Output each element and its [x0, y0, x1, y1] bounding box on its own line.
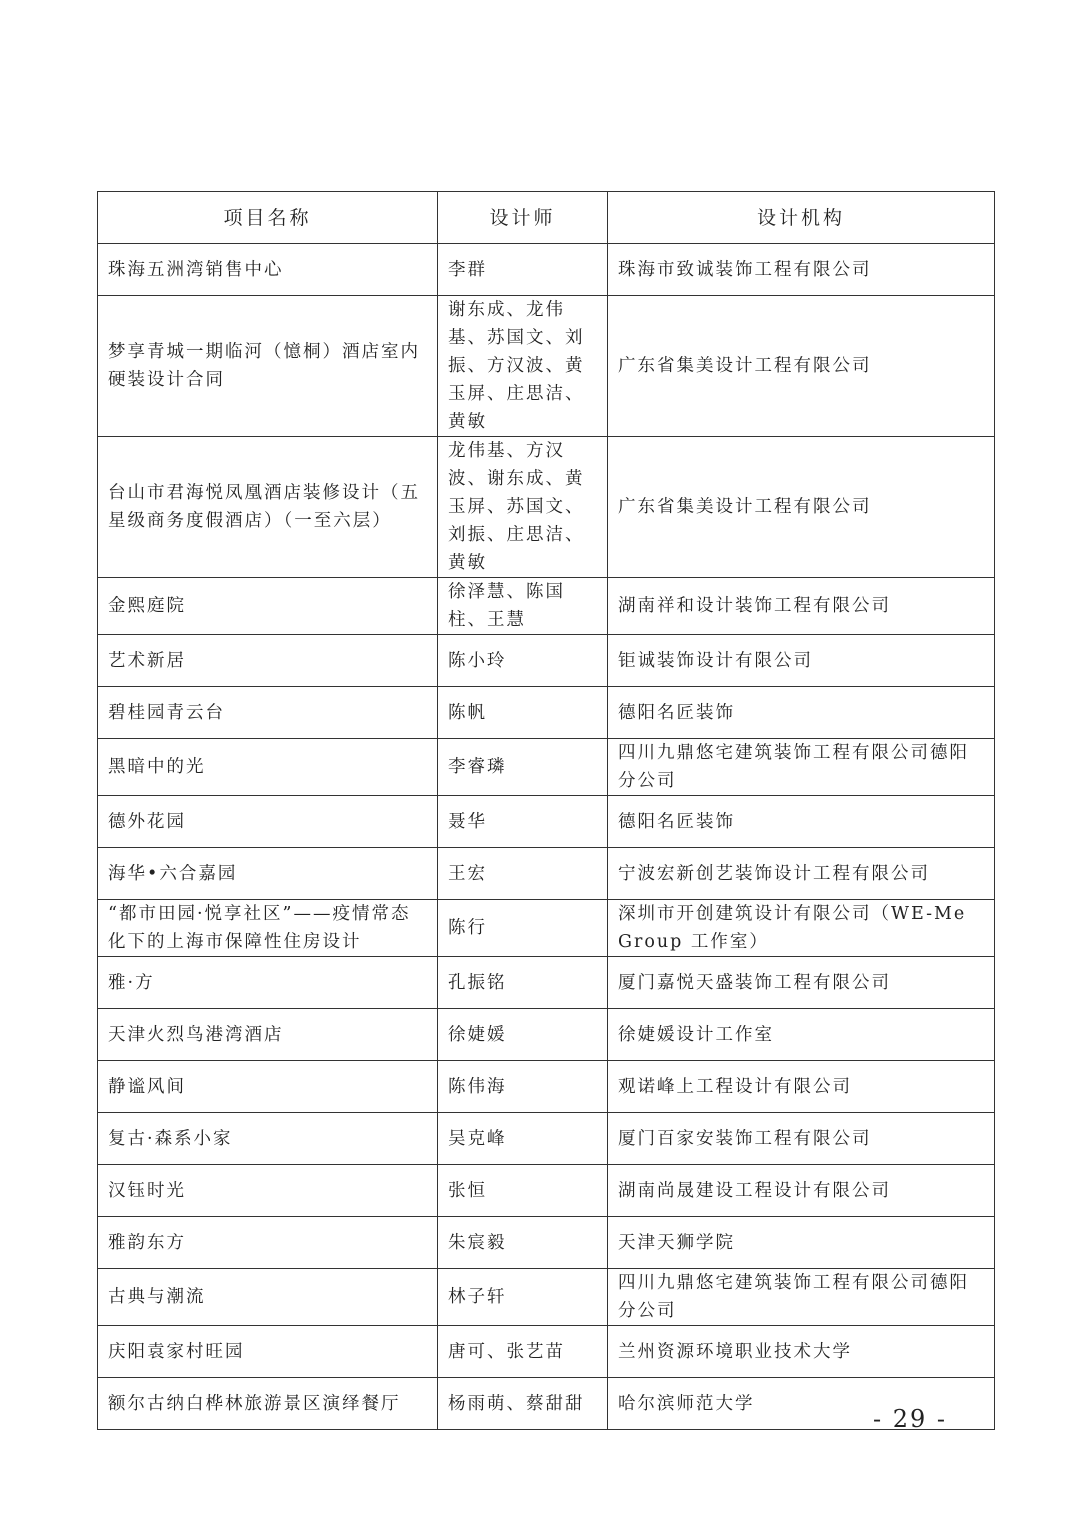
org-cell: 深圳市开创建筑设计有限公司（WE-Me Group 工作室） [608, 900, 995, 957]
org-cell: 观诺峰上工程设计有限公司 [608, 1061, 995, 1113]
designer-cell: 谢东成、龙伟基、苏国文、刘振、方汉波、黄玉屏、庄思洁、黄敏 [438, 296, 608, 437]
org-cell: 厦门嘉悦天盛装饰工程有限公司 [608, 957, 995, 1009]
designer-cell: 徐泽慧、陈国柱、王慧 [438, 578, 608, 635]
project-cell: 复古·森系小家 [98, 1113, 438, 1165]
designer-cell: 陈帆 [438, 687, 608, 739]
designer-cell: 王宏 [438, 848, 608, 900]
org-cell: 广东省集美设计工程有限公司 [608, 296, 995, 437]
table-row [98, 1378, 995, 1430]
designer-cell: 陈伟海 [438, 1061, 608, 1113]
project-cell: 天津火烈鸟港湾酒店 [98, 1009, 438, 1061]
project-cell: 黑暗中的光 [98, 739, 438, 796]
table-row [98, 1269, 995, 1326]
project-cell: “都市田园·悦享社区”——疫情常态化下的上海市保障性住房设计 [98, 900, 438, 957]
table-row [98, 848, 995, 900]
table-row [98, 635, 995, 687]
project-cell: 梦享青城一期临河（憶桐）酒店室内硬装设计合同 [98, 296, 438, 437]
table-row [98, 1165, 995, 1217]
org-cell: 德阳名匠装饰 [608, 687, 995, 739]
project-cell: 金熙庭院 [98, 578, 438, 635]
table-row [98, 244, 995, 296]
header-designer: 设计师 [438, 192, 608, 244]
designer-cell: 陈行 [438, 900, 608, 957]
header-project-name: 项目名称 [98, 192, 438, 244]
designer-cell: 孔振铭 [438, 957, 608, 1009]
awards-table [97, 191, 995, 1430]
table-row [98, 957, 995, 1009]
project-cell: 汉钰时光 [98, 1165, 438, 1217]
table-row [98, 687, 995, 739]
project-cell: 额尔古纳白桦林旅游景区演绎餐厅 [98, 1378, 438, 1430]
designer-cell: 聂华 [438, 796, 608, 848]
table-row [98, 296, 995, 437]
designer-cell: 李睿璘 [438, 739, 608, 796]
project-cell: 德外花园 [98, 796, 438, 848]
table-row [98, 1326, 995, 1378]
project-cell: 古典与潮流 [98, 1269, 438, 1326]
org-cell: 四川九鼎悠宅建筑装饰工程有限公司德阳分公司 [608, 1269, 995, 1326]
table-row [98, 437, 995, 578]
designer-cell: 林子轩 [438, 1269, 608, 1326]
project-cell: 静谧风间 [98, 1061, 438, 1113]
org-cell: 钜诚装饰设计有限公司 [608, 635, 995, 687]
project-cell: 艺术新居 [98, 635, 438, 687]
project-cell: 台山市君海悦凤凰酒店装修设计（五星级商务度假酒店）（一至六层） [98, 437, 438, 578]
table-row [98, 578, 995, 635]
project-cell: 碧桂园青云台 [98, 687, 438, 739]
org-cell: 天津天狮学院 [608, 1217, 995, 1269]
designer-cell: 徐婕媛 [438, 1009, 608, 1061]
designer-cell: 龙伟基、方汉波、谢东成、黄玉屏、苏国文、刘振、庄思洁、黄敏 [438, 437, 608, 578]
org-cell: 兰州资源环境职业技术大学 [608, 1326, 995, 1378]
header-organization: 设计机构 [608, 192, 995, 244]
org-cell: 德阳名匠装饰 [608, 796, 995, 848]
table-row [98, 1009, 995, 1061]
table-row [98, 739, 995, 796]
project-cell: 珠海五洲湾销售中心 [98, 244, 438, 296]
designer-cell: 陈小玲 [438, 635, 608, 687]
designer-cell: 张恒 [438, 1165, 608, 1217]
org-cell: 湖南尚晟建设工程设计有限公司 [608, 1165, 995, 1217]
designer-cell: 李群 [438, 244, 608, 296]
designer-cell: 吴克峰 [438, 1113, 608, 1165]
org-cell: 厦门百家安装饰工程有限公司 [608, 1113, 995, 1165]
org-cell: 四川九鼎悠宅建筑装饰工程有限公司德阳分公司 [608, 739, 995, 796]
org-cell: 湖南祥和设计装饰工程有限公司 [608, 578, 995, 635]
table-row [98, 796, 995, 848]
page-number: - 29 - [872, 1405, 947, 1433]
org-cell: 徐婕媛设计工作室 [608, 1009, 995, 1061]
designer-cell: 杨雨萌、蔡甜甜 [438, 1378, 608, 1430]
project-cell: 庆阳袁家村旺园 [98, 1326, 438, 1378]
org-cell: 珠海市致诚装饰工程有限公司 [608, 244, 995, 296]
project-cell: 海华•六合嘉园 [98, 848, 438, 900]
designer-cell: 唐可、张艺苗 [438, 1326, 608, 1378]
table-row [98, 1113, 995, 1165]
project-cell: 雅·方 [98, 957, 438, 1009]
org-cell: 广东省集美设计工程有限公司 [608, 437, 995, 578]
org-cell: 宁波宏新创艺装饰设计工程有限公司 [608, 848, 995, 900]
table-row [98, 1217, 995, 1269]
project-cell: 雅韵东方 [98, 1217, 438, 1269]
table-row [98, 1061, 995, 1113]
org-cell: 哈尔滨师范大学 [608, 1378, 995, 1430]
table-row [98, 900, 995, 957]
designer-cell: 朱宸毅 [438, 1217, 608, 1269]
table-header-row [98, 192, 995, 244]
